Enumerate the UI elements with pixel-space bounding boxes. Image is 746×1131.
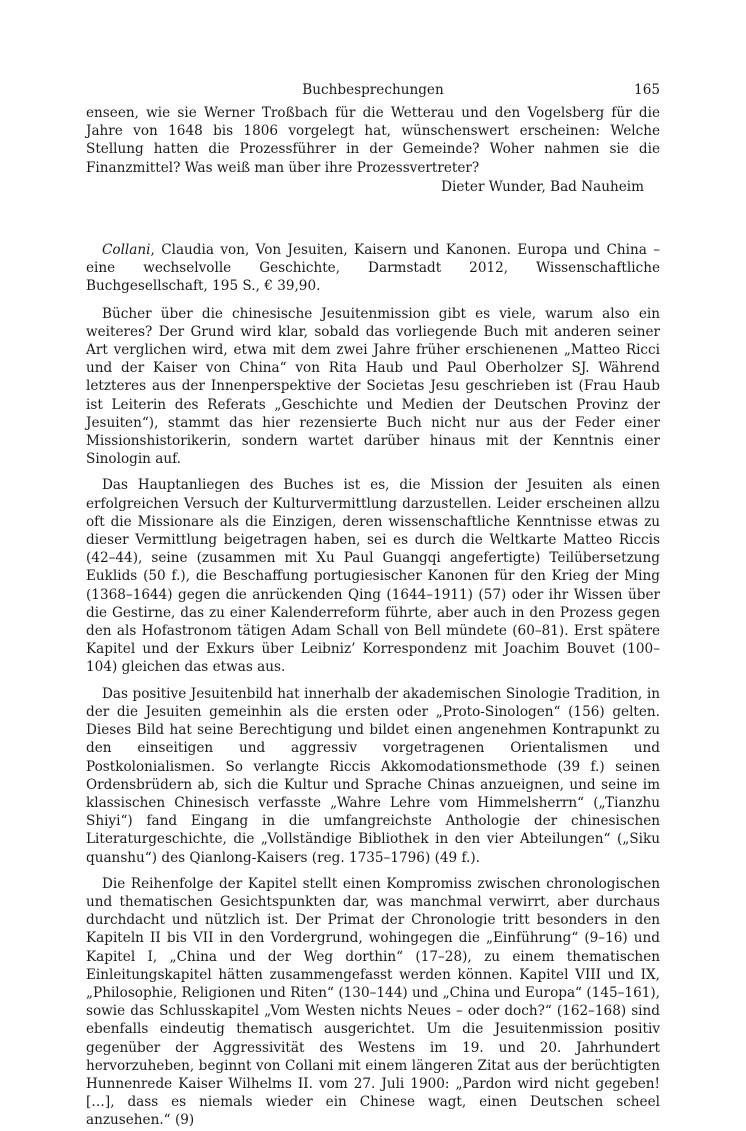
running-header <box>86 78 660 104</box>
book-reference <box>86 241 660 296</box>
review-paragraph-1: Bücher über die chinesische Jesuitenmission gibt es viele, warum also ein weiteres? Der Grund wird klar, sobald das vorliegende Buch mit anderen seiner Art verglichen wird, etwa mit dem zwei Jahre früher erschienenen „Matteo Ricci und der Kaiser von China“ von Rita Haub und Paul Oberholzer SJ. Während letzteres aus der Innenperspektive der Societas Jesu geschrieben ist (Frau Haub ist Leiterin des Referats „Geschichte und Medien der Deutschen Provinz der Jesuiten“), stammt das hier rezensierte Buch nicht nur aus der Feder einer Missionshistorikerin, sondern wartet darüber hinaus mit der Kenntnis einer Sinologin auf. <box>86 305 660 468</box>
review-paragraph-3: Das positive Jesuitenbild hat innerhalb der akademischen Sinologie Tradition, in der die Jesuiten gemeinhin als die ersten oder „Proto-Sinologen“ (156) gelten. Dieses Bild hat seine Berechtigung und bildet einen angenehmen Kontrapunkt zu den einseitigen und aggressiv vorgetragenen Orientalismen und Postkolonialismen. So verlangte Riccis Akkomodationsmethode (39 f.) seinen Ordensbrüdern ab, sich die Kultur und Sprache Chinas anzueignen, und seine im klassischen Chinesisch verfasste „Wahre Lehre vom Himmelsherrn“ („Tianzhu Shiyi“) fand Eingang in die umfangreichste Anthologie der chinesischen Literaturgeschichte, die „Vollständige Bibliothek in den vier Abteilungen“ („Siku quanshu“) des Qianlong-Kaisers (reg. 1735–1796) (49 f.). <box>86 685 660 866</box>
review-paragraph-4: Die Reihenfolge der Kapitel stellt einen Kompromiss zwischen chronologischen und thematischen Gesichtspunkten dar, was manchmal verwirrt, aber durchaus durchdacht und nützlich ist. Der Primat der Chronologie tritt besonders in den Kapiteln II bis VII in den Vordergrund, wohingegen die „Einführung“ (9–16) und Kapitel I, „China und der Weg dorthin“ (17–28), zu einem thematischen Einleitungskapitel hätten zusammengefasst werden können. Kapitel VIII und IX, „Philosophie, Religionen und Riten“ (130–144) und „China und Europa“ (145–161), sowie das Schlusskapitel „Vom Westen nichts Neues – oder doch?“ (162–168) sind ebenfalls eindeutig thematisch ausgerichtet. Um die Jesuitenmission positiv gegenüber der Aggressivität des Westens im 19. und 20. Jahrhundert hervorzuheben, beginnt von Collani mit einem längeren Zitat aus der berüchtigten Hunnenrede Kaiser Wilhelms II. vom 27. Juli 1900: „Pardon wird nicht gegeben! […], dass es niemals wieder ein Chinese wagt, einen Deutschen scheel anzusehen.“ (9) <box>86 875 660 1129</box>
review-paragraph-2: Das Hauptanliegen des Buches ist es, die Mission der Jesuiten als einen erfolgreichen Versuch der Kulturvermittlung darzustellen. Leider erscheinen allzu oft die Missionare als die Einzigen, deren wissenschaftliche Kenntnisse etwas zu dieser Vermittlung beigetragen haben, sei es durch die Weltkarte Matteo Riccis (42–44), seine (zusammen mit Xu Paul Guangqi angefertigte) Teilübersetzung Euklids (50 f.), die Beschaffung portugiesischer Kanonen für den Krieg der Ming (1368–1644) gegen die anrückenden Qing (1644–1911) (57) oder ihr Wissen über die Gestirne, das zu einer Kalenderreform führte, aber auch in den Prozess gegen den als Hofastronom tätigen Adam Schall von Bell mündete (60–81). Erst spätere Kapitel und der Exkurs über Leibniz’ Korrespondenz mit Joachim Bouvet (100–104) gleichen das etwas aus. <box>86 477 660 676</box>
previous-review-text: enseen, wie sie Werner Troßbach für die Wetterau und den Vogelsberg für die Jahre von 1648 bis 1806 vorgelegt hat, wünschenswert erscheinen: Welche Stellung hatten die Prozessführer in der Gemeinde? Woher nahmen sie die Finanzmittel? Was weiß man über ihre Prozessvertreter? <box>86 105 660 176</box>
running-title: Buchbesprechungen <box>302 82 444 98</box>
book-author-surname: Collani <box>102 242 151 259</box>
book-reference-rest: , Claudia von, Von Jesuiten, Kaisern und Kanonen. Europa und China – eine wechselvolle Geschichte, Darmstadt 2012, Wissenschaftliche Buchgesellschaft, 195 S., € 39,90. <box>86 242 660 295</box>
page <box>86 78 660 1130</box>
page-number: 165 <box>634 82 660 98</box>
reviewer-signature: Dieter Wunder, Bad Nauheim <box>441 178 644 195</box>
